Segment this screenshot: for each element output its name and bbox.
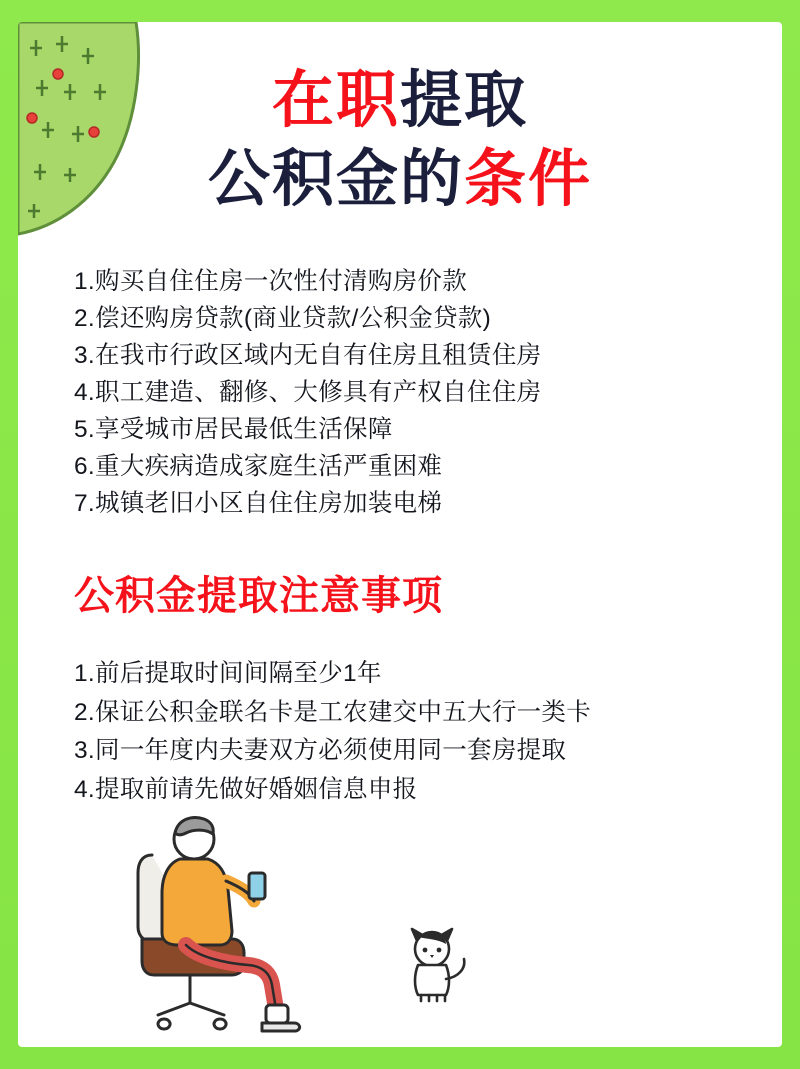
title-part-dark-2: 公积金的	[207, 145, 464, 215]
list-item: 2.偿还购房贷款(商业贷款/公积金贷款)	[74, 305, 492, 332]
list-item: 1.购买自住住房一次性付清购房价款	[74, 268, 468, 295]
list-item: 3.同一年度内夫妻双方必须使用同一套房提取	[74, 737, 567, 764]
title-part-red-2: 条件	[464, 145, 593, 215]
notes-list	[74, 662, 734, 816]
conditions-list	[74, 270, 734, 529]
person-sitting-reading-icon	[128, 807, 548, 1037]
title-line-1	[18, 64, 782, 137]
title-part-dark-1: 提取	[400, 66, 529, 135]
list-item: 3.在我市行政区域内无自有住房且租赁住房	[74, 342, 542, 369]
list-item: 4.提取前请先做好婚姻信息申报	[74, 775, 418, 803]
title-part-red-1: 在职	[271, 66, 400, 135]
title-line-2	[18, 143, 782, 216]
list-item: 7.城镇老旧小区自住住房加装电梯	[74, 490, 443, 517]
cat-icon	[388, 919, 478, 1009]
section-heading-notes: 公积金提取注意事项	[74, 574, 443, 618]
list-item: 1.前后提取时间间隔至少1年	[74, 660, 382, 687]
poster-title	[18, 64, 782, 216]
list-item: 2.保证公积金联名卡是工农建交中五大行一类卡	[74, 698, 592, 726]
poster-card	[18, 22, 782, 1047]
list-item: 6.重大疾病造成家庭生活严重困难	[74, 453, 443, 480]
list-item: 4.职工建造、翻修、大修具有产权自住住房	[74, 379, 542, 406]
list-item: 5.享受城市居民最低生活保障	[74, 416, 393, 443]
